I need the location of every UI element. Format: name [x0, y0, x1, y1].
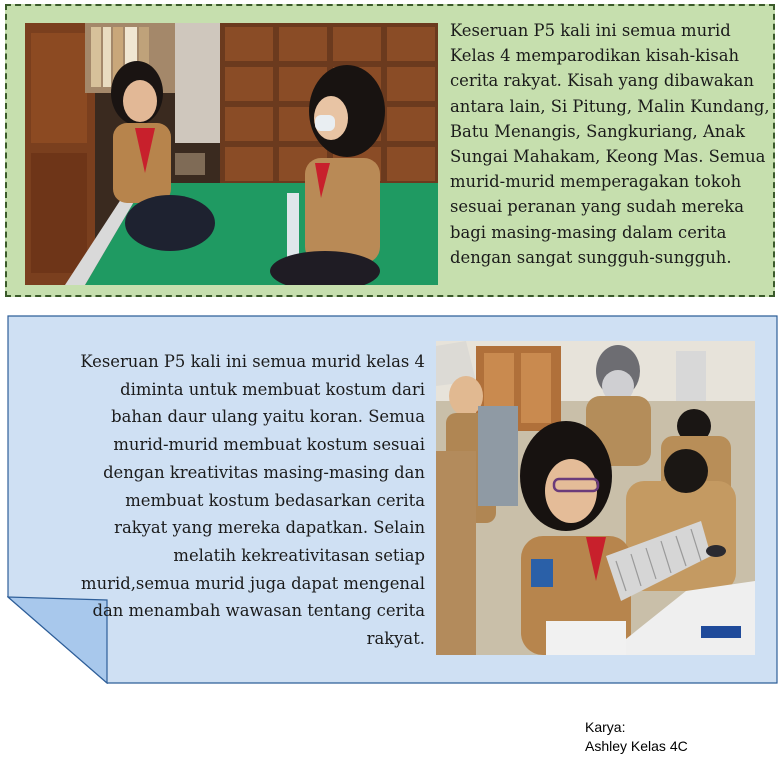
photo-costume-making	[436, 341, 755, 655]
photo-roleplay	[25, 23, 438, 285]
credit-label: Karya:	[585, 719, 626, 735]
credit-block	[585, 718, 688, 756]
story-panel-bottom	[7, 315, 778, 684]
story-text-bottom: Keseruan P5 kali ini semua murid kelas 4 diminta untuk membuat kostum dari bahan daur ulang yaitu koran. Semua murid-murid membuat kostum sesuai dengan kreativitas masing-masing dan membuat kostum bedasarkan cerita rakyat yang mereka dapatkan. Selain melatih kekreativitasan setiap murid,semua murid juga dapat mengenal dan menambah wawasan tentang cerita rakyat.	[80, 352, 425, 649]
story-panel-top	[5, 4, 775, 297]
story-text-top: Keseruan P5 kali ini semua murid Kelas 4 memparodikan kisah-kisah cerita rakyat. Kisah yang dibawakan antara lain, Si Pitung, Malin Kundang, Batu Menangis, Sangkuriang, Anak Sungai Mahakam, Keong Mas. Semua murid-murid memperagakan tokoh sesuai peranan yang sudah mereka bagi masing-masing dalam cerita dengan sangat sungguh-sungguh.	[450, 21, 770, 267]
credit-author: Ashley Kelas 4C	[585, 738, 688, 754]
